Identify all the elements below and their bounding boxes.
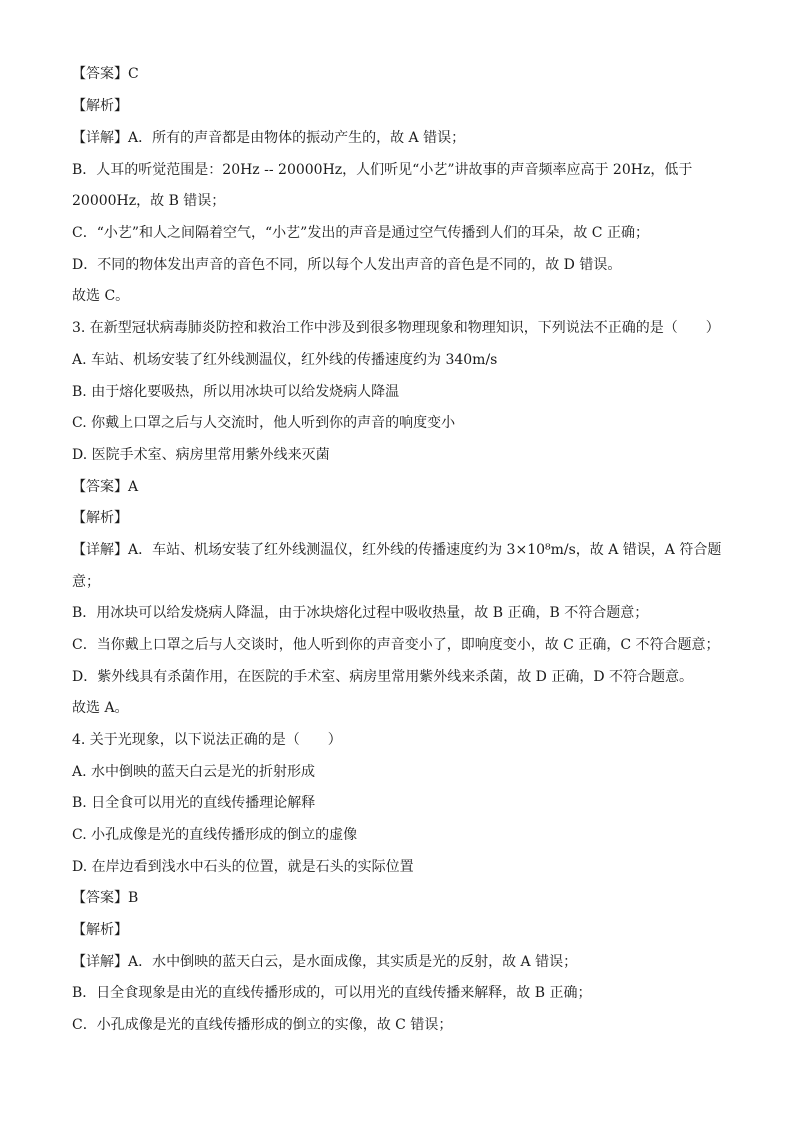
detail-q3-c: C．当你戴上口罩之后与人交谈时，他人听到你的声音变小了，即响度变小，故 C 正确，C 不符合题意； [72,637,720,653]
detail-q4-a: 【详解】A．水中倒映的蓝天白云，是水面成像，其实质是光的反射，故 A 错误； [72,954,578,970]
analysis-label-q3: 【解析】 [72,510,128,526]
detail-q2-b-line1: B．人耳的听觉范围是：20Hz -- 20000Hz，人们听见“小艺”讲故事的声音频率应高于 20Hz，低于 [72,162,693,178]
detail-q3-b: B．用冰块可以给发烧病人降温，由于冰块熔化过程中吸收热量，故 B 正确，B 不符合题意； [72,605,649,621]
question-4-option-b: B. 日全食可以用光的直线传播理论解释 [72,795,316,811]
answer-label-q3: 【答案】A [72,479,139,495]
question-3-option-c: C. 你戴上口罩之后与人交流时，他人听到你的声音的响度变小 [72,415,456,431]
detail-q2-a: 【详解】A．所有的声音都是由物体的振动产生的，故 A 错误； [72,130,466,146]
detail-q2-c: C．“小艺”和人之间隔着空气，“小艺”发出的声音是通过空气传播到人们的耳朵，故 C 正确； [72,225,649,241]
question-3-option-d: D. 医院手术室、病房里常用紫外线来灭菌 [72,447,330,463]
question-3-option-a: A. 车站、机场安装了红外线测温仪，红外线的传播速度约为 340m/s [72,352,498,368]
detail-q2-d: D．不同的物体发出声音的音色不同，所以每个人发出声音的音色是不同的，故 D 错误。 [72,257,622,273]
answer-label-q4: 【答案】B [72,890,139,906]
question-4-option-d: D. 在岸边看到浅水中石头的位置，就是石头的实际位置 [72,859,414,875]
conclusion-q2: 故选 C。 [72,288,130,304]
question-4-option-a: A. 水中倒映的蓝天白云是光的折射形成 [72,764,316,780]
answer-label-q2: 【答案】C [72,66,139,82]
conclusion-q3: 故选 A。 [72,700,129,716]
question-4-stem: 4. 关于光现象，以下说法正确的是（ ） [72,732,342,748]
detail-q3-a-line1: 【详解】A．车站、机场安装了红外线测温仪，红外线的传播速度约为 3×10⁸m/s，故 A 错误，A 符合题 [72,542,722,558]
analysis-label-q4: 【解析】 [72,922,128,938]
question-3-stem: 3. 在新型冠状病毒肺炎防控和救治工作中涉及到很多物理现象和物理知识，下列说法不正确的是（ ） [72,320,720,336]
question-3-option-b: B. 由于熔化要吸热，所以用冰块可以给发烧病人降温 [72,384,400,400]
detail-q4-c: C．小孔成像是光的直线传播形成的倒立的实像，故 C 错误； [72,1017,453,1033]
detail-q2-b-line2: 20000Hz，故 B 错误； [72,193,226,209]
analysis-label-q2: 【解析】 [72,98,128,114]
detail-q3-a-line2: 意； [72,574,100,590]
detail-q4-b: B．日全食现象是由光的直线传播形成的，可以用光的直线传播来解释，故 B 正确； [72,985,592,1001]
detail-q3-d: D．紫外线具有杀菌作用，在医院的手术室、病房里常用紫外线来杀菌，故 D 正确，D 不符合题意。 [72,669,694,685]
question-4-option-c: C. 小孔成像是光的直线传播形成的倒立的虚像 [72,827,358,843]
